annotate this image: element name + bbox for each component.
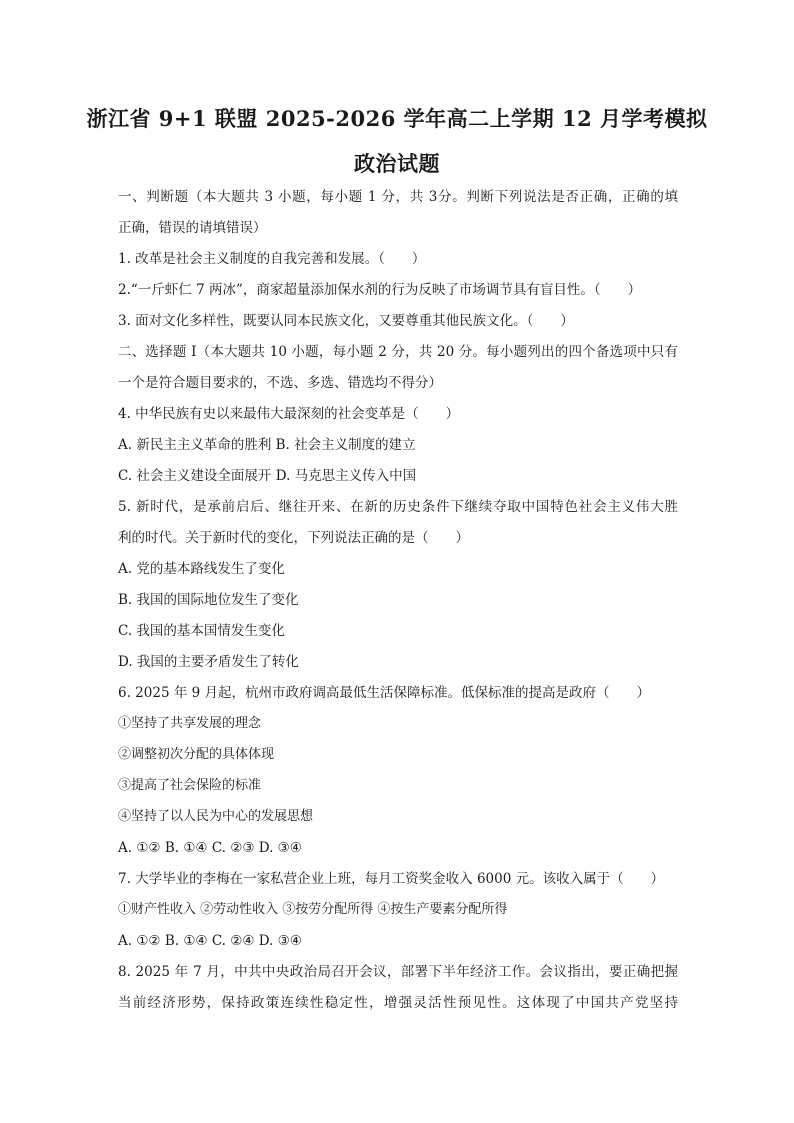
question-8: 8. 2025 年 7 月，中共中央政治局召开会议，部署下半年经济工作。会议指出，要正确把握: [118, 964, 678, 980]
question-6-options: A. ①② B. ①④ C. ②③ D. ③④: [118, 840, 302, 856]
question-7-options: A. ①② B. ①④ C. ②④ D. ③④: [118, 933, 302, 949]
question-5-option-d: D. 我国的主要矛盾发生了转化: [118, 654, 299, 670]
question-7-items: ①财产性收入 ②劳动性收入 ③按劳分配所得 ④按生产要素分配所得: [118, 902, 508, 917]
question-4-options-ab: A. 新民主主义革命的胜利 B. 社会主义制度的建立: [118, 437, 416, 453]
question-1: 1. 改革是社会主义制度的自我完善和发展。（ ）: [118, 251, 426, 267]
question-5: 5. 新时代，是承前启后、继往开来、在新的历史条件下继续夺取中国特色社会主义伟大胜: [118, 499, 678, 515]
document-subtitle: 政治试题: [354, 151, 440, 176]
question-6-item-1: ①坚持了共享发展的理念: [118, 716, 262, 731]
section-instruction: 一个是符合题目要求的，不选、多选、错选均不得分）: [118, 375, 442, 391]
question-6-item-3: ③提高了社会保险的标准: [118, 778, 262, 793]
section-heading-judgement: 一、判断题（本大题共 3 小题，每小题 1 分，共 3分。判断下列说法是否正确，正确的填: [118, 189, 678, 205]
question-6-item-2: ②调整初次分配的具体体现: [118, 747, 275, 762]
document-title: 浙江省 9+1 联盟 2025-2026 学年高二上学期 12 月学考模拟: [86, 106, 708, 131]
question-8-continued: 当前经济形势，保持政策连续性稳定性，增强灵活性预见性。这体现了中国共产党坚持: [118, 995, 678, 1011]
question-5-option-b: B. 我国的国际地位发生了变化: [118, 592, 299, 608]
question-4: 4. 中华民族有史以来最伟大最深刻的社会变革是（ ）: [118, 406, 460, 422]
question-5-option-c: C. 我国的基本国情发生变化: [118, 623, 285, 639]
question-7: 7. 大学毕业的李梅在一家私营企业上班，每月工资奖金收入 6000 元。该收入属于（ ）: [118, 871, 665, 887]
question-content: [118, 186, 678, 1023]
section-heading-choice: 二、选择题 I（本大题共 10 小题，每小题 2 分，共 20 分。每小题列出的四个备选项中只有: [118, 344, 678, 360]
question-5-continued: 利的时代。关于新时代的变化，下列说法正确的是（ ）: [118, 530, 469, 546]
section-instruction: 正确，错误的请填错误）: [118, 220, 267, 236]
question-6: 6. 2025 年 9 月起，杭州市政府调高最低生活保障标准。低保标准的提高是政府（ ）: [118, 685, 650, 701]
question-6-item-4: ④坚持了以人民为中心的发展思想: [118, 809, 314, 824]
question-5-option-a: A. 党的基本路线发生了变化: [118, 561, 285, 577]
question-2: 2.“一斤虾仁 7 两冰”，商家超量添加保水剂的行为反映了市场调节具有盲目性。（ ）: [118, 282, 642, 298]
question-4-options-cd: C. 社会主义建设全面展开 D. 马克思主义传入中国: [118, 468, 417, 484]
question-3: 3. 面对文化多样性，既要认同本民族文化，又要尊重其他民族文化。（ ）: [118, 313, 574, 329]
